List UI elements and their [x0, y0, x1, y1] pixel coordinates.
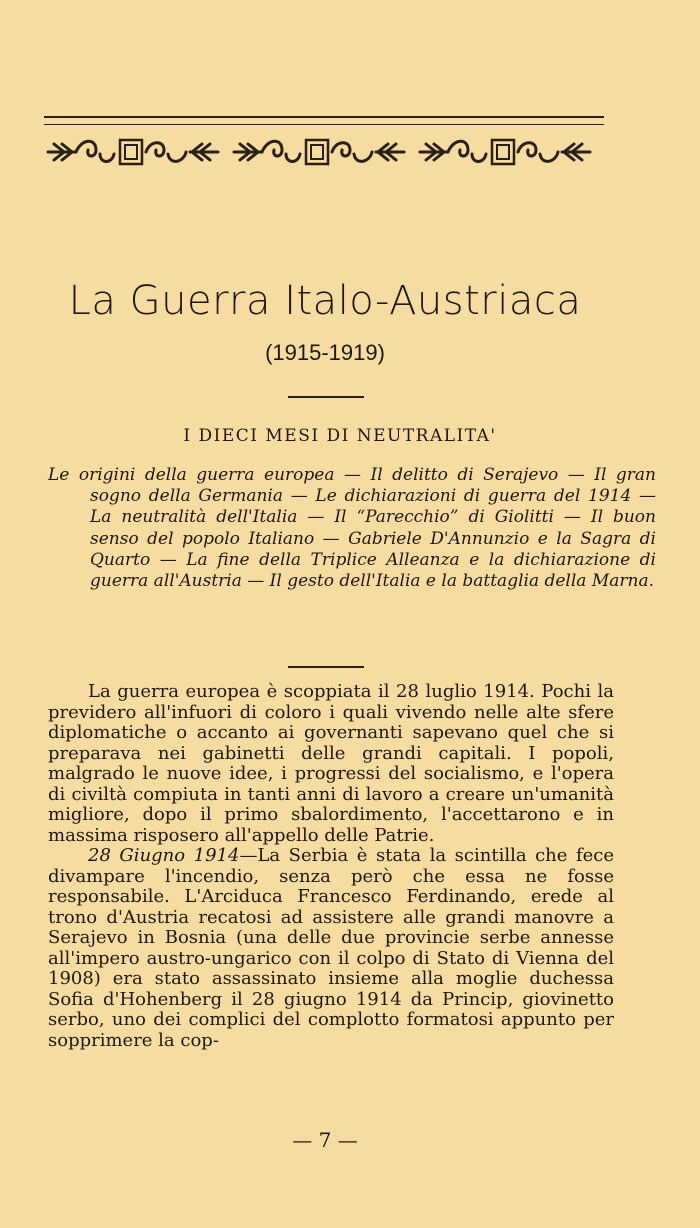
- paragraph-1: La guerra europea è scoppiata il 28 luglio 1914. Pochi la previdero all'infuori di coloro i quali vivendo nelle alte sfere diplomatiche o accanto ai governanti sapevano quel che si preparava nei gabinetti delle grandi capitali. I popoli, malgrado le nuove idee, i progressi del socialismo, e l'opera di civiltà compiuta in tanti anni di lavoro a creare un'umanità migliore, dopo il primo sbalordimento, l'accettarono e in massima risposero all'appello delle Patrie.: [48, 681, 614, 846]
- paragraph-2: [48, 846, 614, 1051]
- chapter-summary: Le origini della guerra europea — Il delitto di Serajevo — Il gran sogno della Germania — Le dichiarazioni di guerra del 1914 — La neutralità dell'Italia — Il “Parecchio” di Giolitti — Il buon senso del popolo Italiano — Gabriele D'Annunzio e la Sagra di Quarto — La fine della Triplice Alleanza e la dichiarazione di guerra all'Austria — Il gesto dell'Italia e la battaglia della Marna.: [48, 465, 656, 592]
- short-divider: [288, 396, 364, 398]
- top-double-rule: [44, 116, 604, 118]
- top-double-rule-thin: [44, 124, 604, 125]
- greek-scroll-border-ornament-icon: [46, 132, 604, 172]
- book-years: (1915-1919): [265, 340, 385, 365]
- paragraph-2-date: 28 Giugno 1914: [88, 845, 240, 866]
- body-text: [48, 682, 614, 1051]
- chapter-heading: I DIECI MESI DI NEUTRALITA': [183, 426, 497, 446]
- summary-divider: [288, 666, 364, 668]
- page-number: — 7 —: [292, 1128, 358, 1152]
- paragraph-2-text: —La Serbia è stata la scintilla che fece divampare l'incendio, senza però che essa ne fosse responsabile. L'Arciduca Francesco Ferdinando, erede al trono d'Austria recatosi ad assistere alle grandi manovre a Serajevo in Bosnia (una delle due provincie serbe annesse all'impero austro-ungarico con il colpo di Stato di Vienna del 1908) era stato assassinato insieme alla moglie duchessa Sofia d'Hohenberg il 28 giugno 1914 da Princip, giovinetto serbo, uno dei complici del complotto formatosi appunto per sopprimere la cop-: [48, 845, 614, 1051]
- book-title: La Guerra Italo-Austriaca: [68, 278, 582, 324]
